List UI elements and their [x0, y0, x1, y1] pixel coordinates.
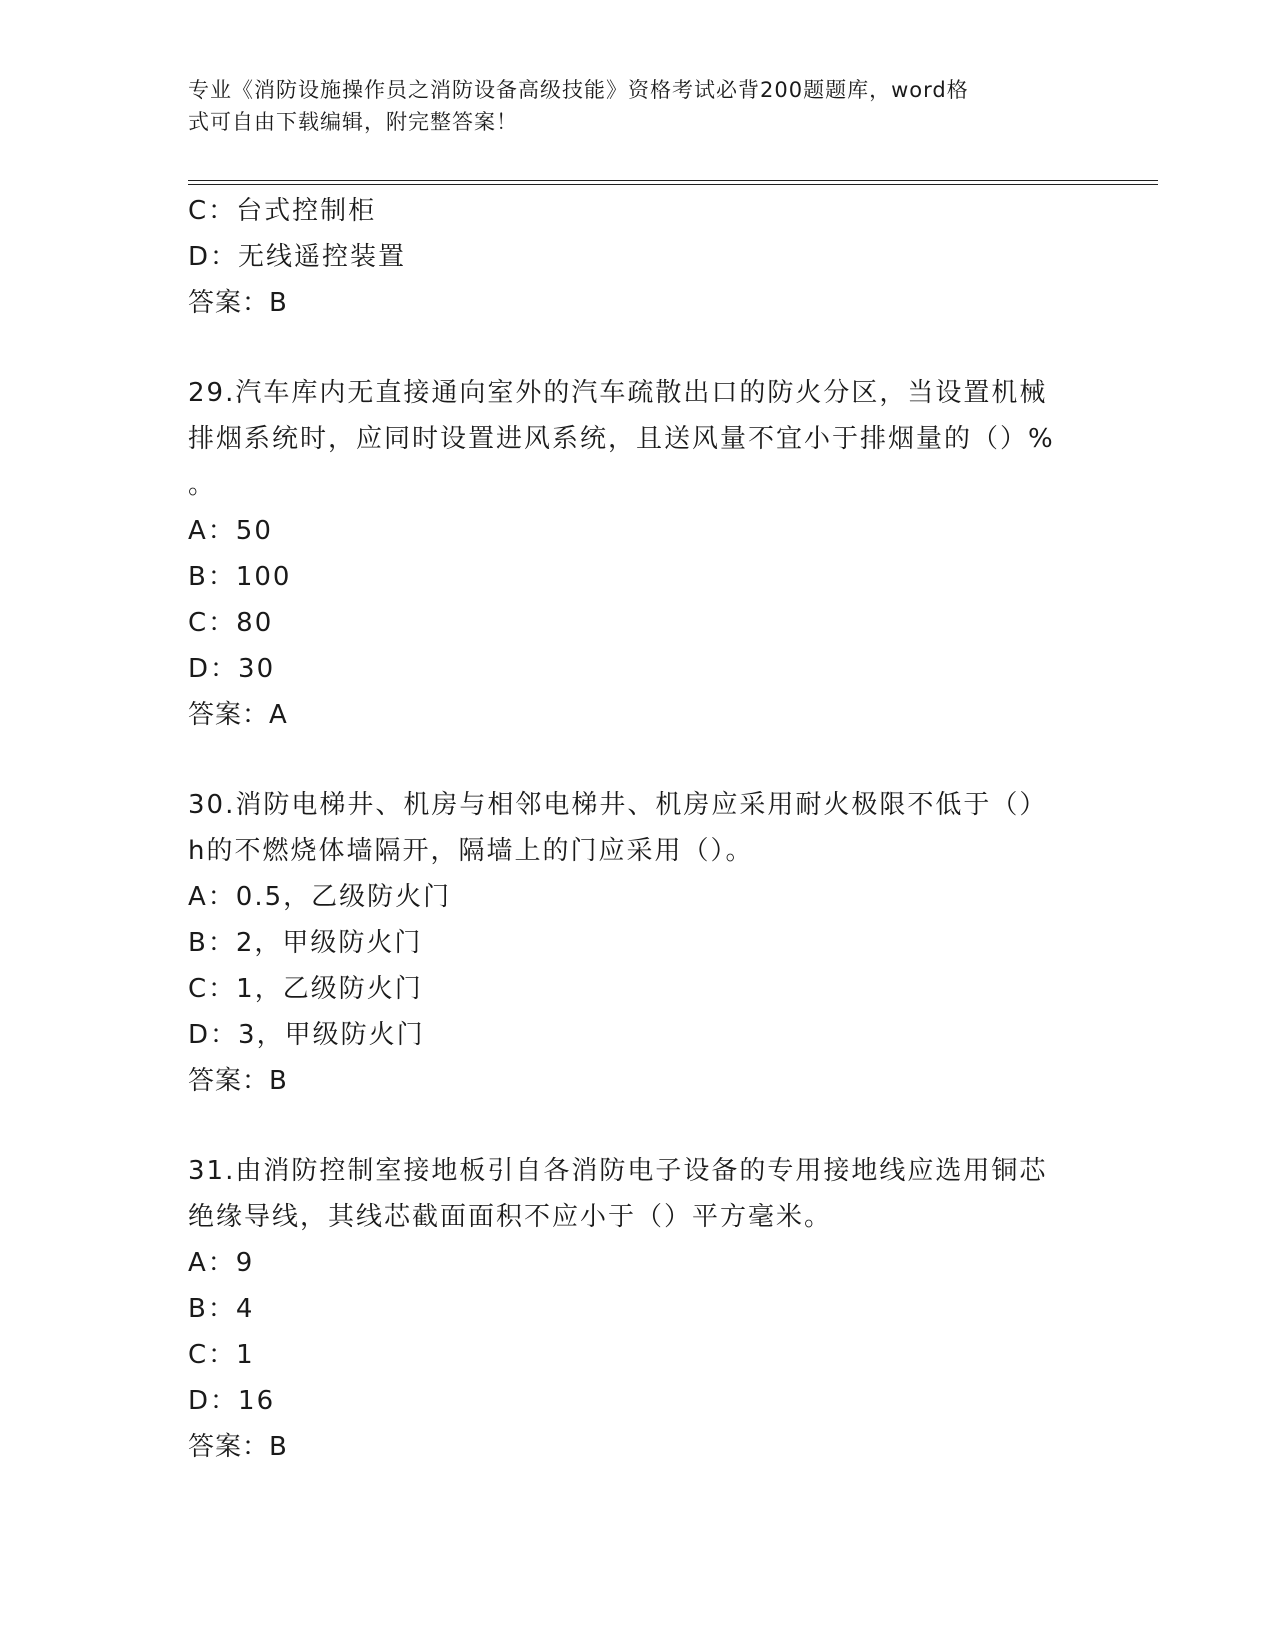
answer-value: A — [269, 700, 288, 730]
header-line: 专业《消防设施操作员之消防设备高级技能》资格考试必背200题题库，word格 — [188, 78, 969, 102]
option-b: B：2，甲级防火门 — [188, 928, 423, 958]
option-c: C：台式控制柜 — [188, 196, 377, 226]
option-d: D：16 — [188, 1386, 276, 1416]
question-text: 31.由消防控制室接地板引自各消防电子设备的专用接地线应选用铜芯 — [188, 1156, 1048, 1186]
option-d: D：30 — [188, 654, 276, 684]
answer-value: B — [269, 288, 288, 318]
previous-question-tail — [188, 188, 1088, 326]
question-30 — [188, 782, 1088, 1104]
answer-label: 答案： — [188, 700, 270, 730]
option-c: C：1，乙级防火门 — [188, 974, 423, 1004]
option-d: D：无线遥控装置 — [188, 242, 407, 272]
header-divider — [188, 180, 1158, 181]
answer-label: 答案： — [188, 1066, 270, 1096]
answer-label: 答案： — [188, 288, 270, 318]
option-a: A：0.5，乙级防火门 — [188, 882, 452, 912]
answer-value: B — [269, 1432, 288, 1462]
document-header — [188, 74, 1088, 138]
question-text: 29.汽车库内无直接通向室外的汽车疏散出口的防火分区，当设置机械 — [188, 378, 1048, 408]
question-text: h的不燃烧体墙隔开，隔墙上的门应采用（）。 — [188, 836, 754, 866]
option-c: C：80 — [188, 608, 274, 638]
answer-label: 答案： — [188, 1432, 270, 1462]
header-line: 式可自由下载编辑，附完整答案！ — [188, 110, 518, 134]
header-divider — [188, 184, 1158, 185]
question-31 — [188, 1148, 1088, 1470]
option-b: B：4 — [188, 1294, 255, 1324]
option-c: C：1 — [188, 1340, 255, 1370]
option-a: A：50 — [188, 516, 273, 546]
option-b: B：100 — [188, 562, 292, 592]
question-text: 。 — [188, 470, 217, 500]
option-d: D：3，甲级防火门 — [188, 1020, 425, 1050]
question-list — [188, 188, 1088, 1470]
question-text: 排烟系统时，应同时设置进风系统，且送风量不宜小于排烟量的（）% — [188, 424, 1055, 454]
option-a: A：9 — [188, 1248, 255, 1278]
answer-value: B — [269, 1066, 288, 1096]
answer — [188, 1424, 1088, 1470]
answer — [188, 1058, 1088, 1104]
question-text: 30.消防电梯井、机房与相邻电梯井、机房应采用耐火极限不低于（） — [188, 790, 1048, 820]
answer — [188, 280, 1088, 326]
answer — [188, 692, 1088, 738]
question-29 — [188, 370, 1088, 738]
question-text: 绝缘导线，其线芯截面面积不应小于（）平方毫米。 — [188, 1202, 833, 1232]
